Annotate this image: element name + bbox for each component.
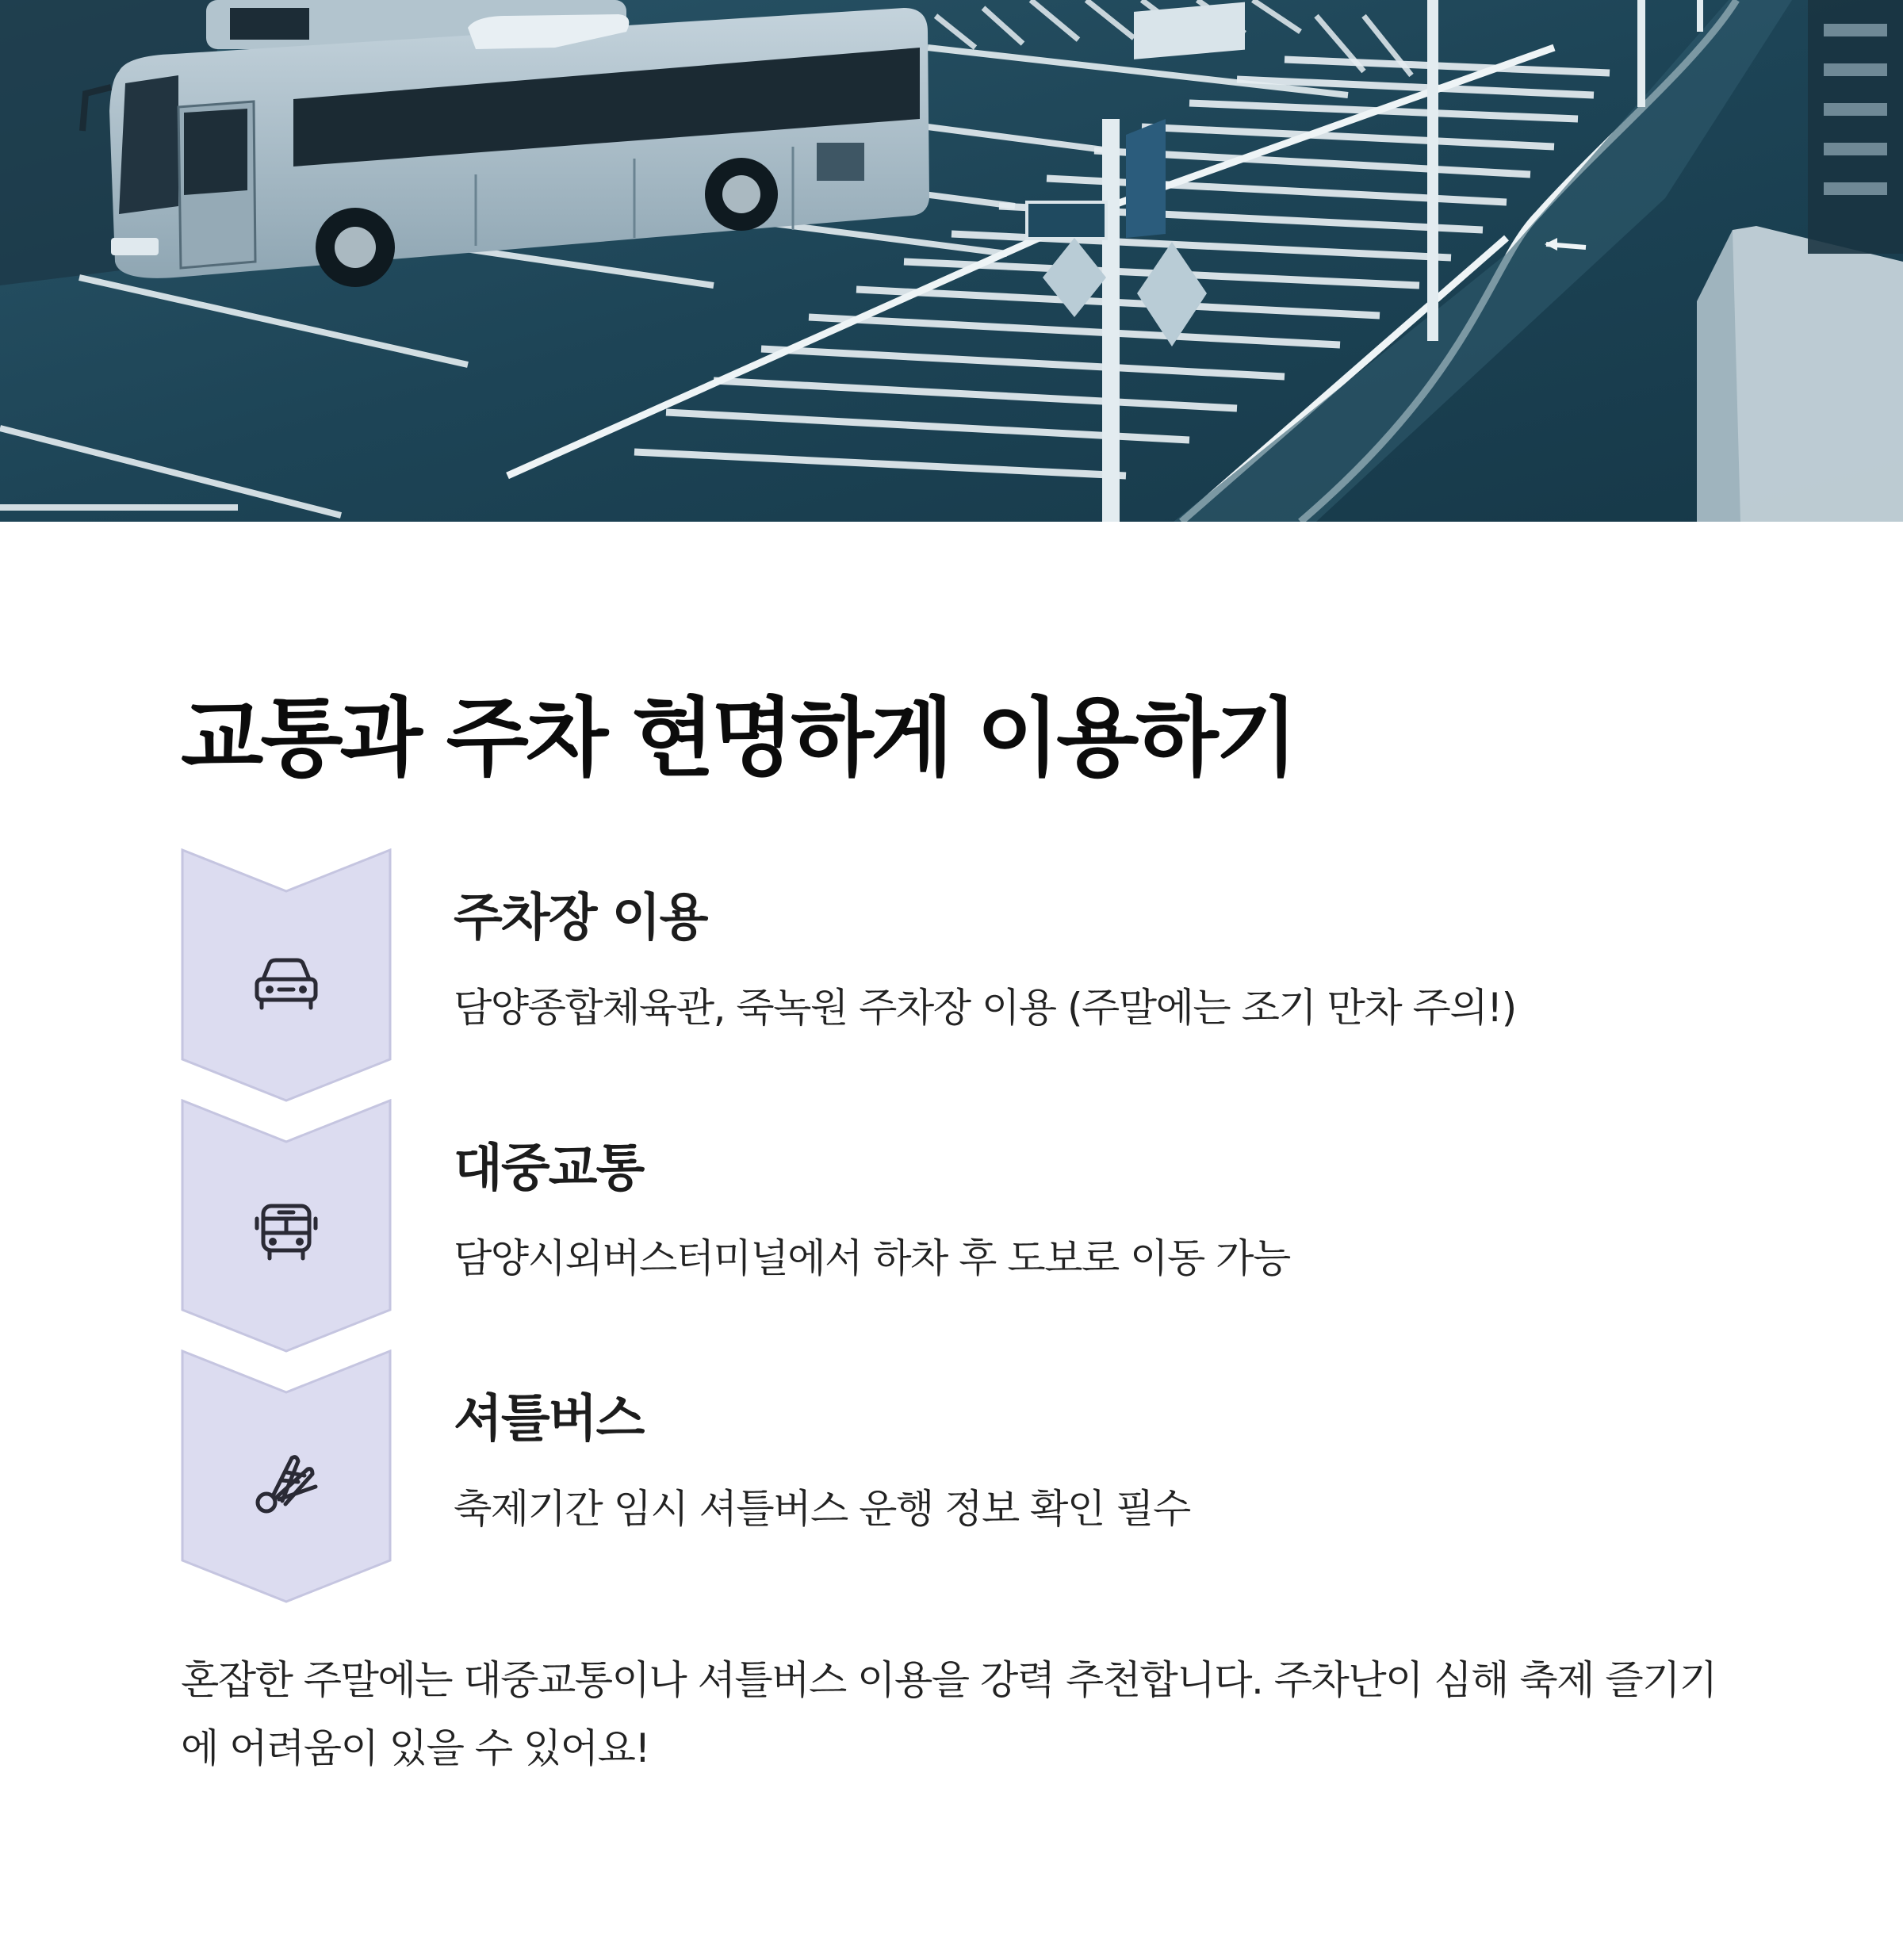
- hero-image: [0, 0, 1903, 522]
- step-shuttle-bus: [181, 1349, 1722, 1603]
- recommendation-note: 혼잡한 주말에는 대중교통이나 셔틀버스 이용을 강력 추천합니다. 주차난이 심해 축제 즐기기에 어려움이 있을 수 있어요!: [181, 1657, 1717, 1771]
- step-parking: [181, 848, 1722, 1102]
- bus-icon: [252, 1198, 320, 1266]
- step-description: 축제기간 임시 셔틀버스 운행 정보 확인 필수: [454, 1486, 1190, 1532]
- step-title: 대중교통: [454, 1139, 644, 1198]
- step-title: 주차장 이용: [454, 889, 707, 947]
- step-public-transit: [181, 1099, 1722, 1353]
- step-description: 담양종합체육관, 죽녹원 주차장 이용 (주말에는 조기 만차 주의!): [454, 985, 1516, 1031]
- page-title: 교통과 주차 현명하게 이용하기: [181, 689, 1296, 788]
- step-title: 셔틀버스: [454, 1390, 644, 1449]
- step-description: 담양시외버스터미널에서 하차 후 도보로 이동 가능: [454, 1235, 1290, 1281]
- shuttlecock-icon: [252, 1449, 320, 1517]
- car-icon: [252, 947, 320, 1016]
